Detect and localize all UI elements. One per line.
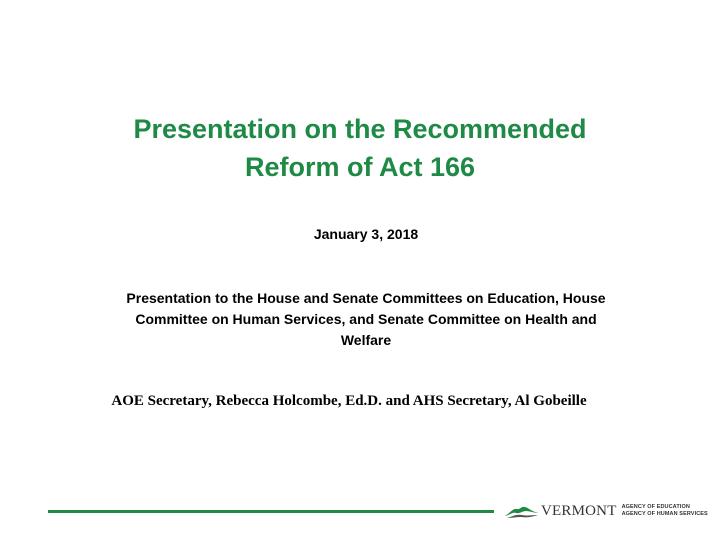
slide-title-line-1: Presentation on the Recommended — [133, 114, 587, 144]
agency-human-services: AGENCY OF HUMAN SERVICES — [621, 511, 708, 517]
subtitle-line-3: Welfare — [340, 332, 392, 348]
mountain-logo-icon — [504, 501, 540, 521]
slide-title — [0, 110, 720, 186]
presenters-line: AOE Secretary, Rebecca Holcombe, Ed.D. and AHS Secretary, Al Gobeille — [111, 393, 587, 409]
slide-subtitle — [40, 288, 692, 351]
subtitle-line-1: Presentation to the House and Senate Committees on Education, House — [126, 290, 606, 306]
footer-divider — [48, 510, 494, 513]
vermont-wordmark: VERMONT — [541, 502, 617, 519]
presentation-date: January 3, 2018 — [313, 226, 419, 242]
vermont-agencies-logo — [504, 499, 708, 523]
agency-names — [622, 504, 708, 518]
agency-education: AGENCY OF EDUCATION — [621, 504, 690, 510]
slide-title-line-2: Reform of Act 166 — [244, 152, 476, 182]
subtitle-line-2: Committee on Human Services, and Senate Committee on Health and — [135, 311, 597, 327]
